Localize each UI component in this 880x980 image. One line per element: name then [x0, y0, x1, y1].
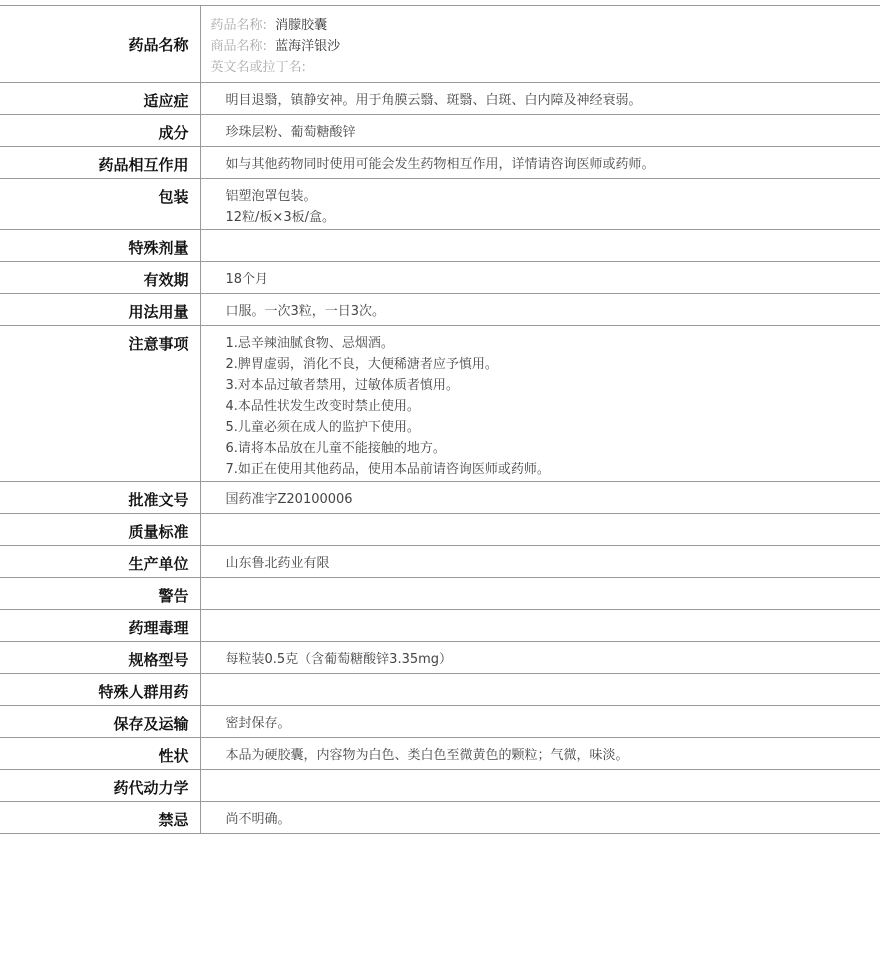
- row-label-text: 特殊人群用药: [98, 683, 189, 701]
- drug-info-table: [0, 5, 880, 834]
- row-value-line: 明目退翳，镇静安神。用于角膜云翳、斑翳、白斑、白内障及神经衰弱。: [225, 93, 642, 108]
- table-row: [0, 706, 880, 738]
- row-label-text: 批准文号: [128, 491, 189, 509]
- row-label-text: 药代动力学: [113, 779, 189, 797]
- row-label: [0, 6, 200, 83]
- row-value: [200, 706, 880, 738]
- row-label: [0, 147, 200, 179]
- brand-name-key: 商品名称:: [210, 39, 267, 54]
- drug-info-body: [0, 6, 880, 834]
- row-value: [200, 738, 880, 770]
- table-row: [0, 802, 880, 834]
- table-row: [0, 610, 880, 642]
- row-value-line: 12粒/板×3板/盒。: [225, 210, 335, 225]
- row-label-text: 警告: [158, 587, 189, 605]
- row-label-text: 适应症: [143, 92, 189, 110]
- row-value: [200, 230, 880, 262]
- row-label-text: 生产单位: [128, 555, 189, 573]
- latin-name-key: 英文名或拉丁名:: [210, 60, 306, 75]
- row-label: [0, 578, 200, 610]
- row-value: [200, 674, 880, 706]
- table-row: [0, 262, 880, 294]
- row-label: [0, 262, 200, 294]
- table-row: [0, 230, 880, 262]
- row-value: [200, 770, 880, 802]
- row-value: [200, 326, 880, 482]
- row-label: [0, 326, 200, 482]
- row-label-text: 注意事项: [128, 335, 189, 353]
- row-label: [0, 179, 200, 230]
- row-value: [200, 115, 880, 147]
- row-value: [200, 610, 880, 642]
- row-label-text: 性状: [158, 747, 189, 765]
- table-row: [0, 770, 880, 802]
- row-label: [0, 230, 200, 262]
- table-row: [0, 738, 880, 770]
- row-label: [0, 706, 200, 738]
- row-value: [200, 642, 880, 674]
- row-label-text: 质量标准: [128, 523, 189, 541]
- table-row-name: [0, 6, 880, 83]
- row-value-line: 每粒装0.5克（含葡萄糖酸锌3.35mg）: [225, 652, 453, 667]
- row-label: [0, 83, 200, 115]
- table-row: [0, 674, 880, 706]
- row-value: [200, 83, 880, 115]
- row-value: [200, 179, 880, 230]
- row-label: [0, 738, 200, 770]
- table-row: [0, 514, 880, 546]
- row-value: [200, 546, 880, 578]
- row-value-line: 2.脾胃虚弱，消化不良，大便稀溏者应予慎用。: [225, 357, 498, 372]
- row-label-text: 成分: [158, 124, 189, 142]
- row-label-text: 保存及运输: [113, 715, 189, 733]
- row-value-line: 口服。一次3粒，一日3次。: [225, 304, 386, 319]
- row-value-line: 山东鲁北药业有限: [225, 556, 330, 571]
- row-value-line: 如与其他药物同时使用可能会发生药物相互作用，详情请咨询医师或药师。: [225, 157, 655, 172]
- row-label-text: 规格型号: [128, 651, 189, 669]
- table-row: [0, 179, 880, 230]
- row-value-line: 4.本品性状发生改变时禁止使用。: [225, 399, 420, 414]
- row-value-line: 珍珠层粉、葡萄糖酸锌: [225, 125, 356, 140]
- table-row: [0, 83, 880, 115]
- row-label: [0, 115, 200, 147]
- row-label-text: 包装: [158, 188, 189, 206]
- row-value-line: 1.忌辛辣油腻食物、忌烟酒。: [225, 336, 394, 351]
- table-row: [0, 326, 880, 482]
- row-value: [200, 802, 880, 834]
- row-label-text: 禁忌: [158, 811, 189, 829]
- row-value: [200, 294, 880, 326]
- row-value: [200, 578, 880, 610]
- row-value: [200, 482, 880, 514]
- latin-name-line: [211, 57, 880, 78]
- generic-name-value: 消朦胶囊: [275, 18, 328, 33]
- row-label-text: 特殊剂量: [128, 239, 189, 257]
- row-label: [0, 770, 200, 802]
- row-label: [0, 546, 200, 578]
- row-value-line: 7.如正在使用其他药品，使用本品前请咨询医师或药师。: [225, 462, 550, 477]
- row-label: [0, 802, 200, 834]
- row-value-line: 3.对本品过敏者禁用，过敏体质者慎用。: [225, 378, 459, 393]
- table-row: [0, 642, 880, 674]
- table-row: [0, 546, 880, 578]
- row-label-text: 药品名称: [128, 36, 189, 54]
- brand-name-value: 蓝海洋银沙: [275, 39, 341, 54]
- row-label: [0, 642, 200, 674]
- row-value-line: 本品为硬胶囊，内容物为白色、类白色至微黄色的颗粒；气微，味淡。: [225, 748, 629, 763]
- row-value: [200, 6, 880, 83]
- row-label-text: 用法用量: [128, 303, 189, 321]
- row-value-line: 密封保存。: [225, 716, 291, 731]
- row-value-line: 18个月: [225, 272, 269, 287]
- table-row: [0, 147, 880, 179]
- row-value-line: 铝塑泡罩包装。: [225, 189, 317, 204]
- row-label-text: 有效期: [143, 271, 189, 289]
- generic-name-line: [211, 15, 880, 36]
- row-value-line: 尚不明确。: [225, 812, 291, 827]
- brand-name-line: [211, 36, 880, 57]
- table-row: [0, 578, 880, 610]
- row-value-line: 6.请将本品放在儿童不能接触的地方。: [225, 441, 446, 456]
- row-value: [200, 147, 880, 179]
- row-value: [200, 262, 880, 294]
- row-value-line: 5.儿童必须在成人的监护下使用。: [225, 420, 420, 435]
- table-row: [0, 115, 880, 147]
- generic-name-key: 药品名称:: [210, 18, 267, 33]
- table-row: [0, 482, 880, 514]
- row-label: [0, 610, 200, 642]
- row-value: [200, 514, 880, 546]
- row-label-text: 药品相互作用: [98, 156, 189, 174]
- row-label: [0, 294, 200, 326]
- table-row: [0, 294, 880, 326]
- row-label: [0, 674, 200, 706]
- row-label: [0, 482, 200, 514]
- row-label-text: 药理毒理: [128, 619, 189, 637]
- row-value-line: 国药准字Z20100006: [225, 492, 353, 507]
- row-label: [0, 514, 200, 546]
